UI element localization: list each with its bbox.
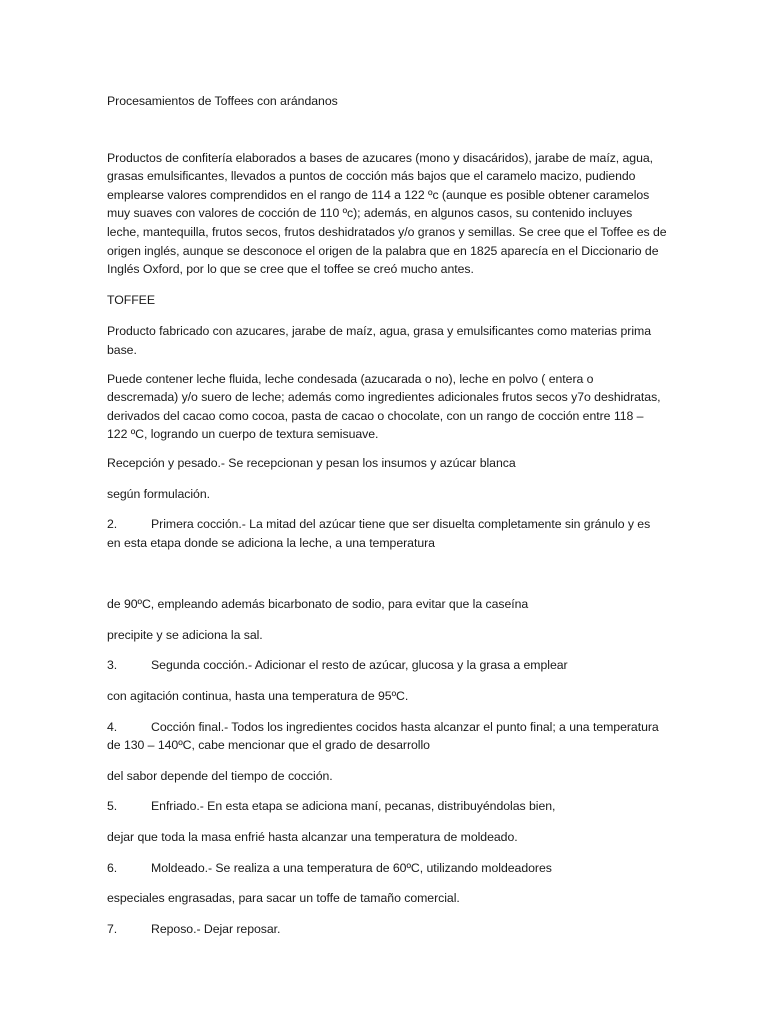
reception-line-2: según formulación. [107,486,210,501]
step-6-continued: especiales engrasadas, para sacar un toffe de tamaño comercial. [107,891,460,906]
step-text: Enfriado.- En esta etapa se adiciona maní, pecanas, distribuyéndolas bien, [151,799,556,814]
step-number: 3. [107,658,118,673]
step-2-continued-1: de 90ºC, empleando además bicarbonato de sodio, para evitar que la caseína [107,597,529,612]
step-text: Cocción final.- Todos los ingredientes cocidos hasta alcanzar el punto final; a una temperatura de 130 – 140ºC, cabe mencionar que el grado de desarrollo [107,719,659,753]
step-5 [107,797,667,816]
document-body [107,92,667,950]
step-4 [107,718,667,755]
step-number: 7. [107,921,118,936]
step-2-continued-2: precipite y se adiciona la sal. [107,627,263,642]
step-6 [107,859,667,878]
reception-line-1: Recepción y pesado.- Se recepcionan y pesan los insumos y azúcar blanca [107,455,516,470]
step-text: Moldeado.- Se realiza a una temperatura de 60ºC, utilizando moldeadores [151,860,552,875]
step-text: Segunda cocción.- Adicionar el resto de azúcar, glucosa y la grasa a emplear [151,658,568,673]
step-2 [107,515,667,552]
definition-paragraph: Producto fabricado con azucares, jarabe de maíz, agua, grasa y emulsificantes como materias prima base. [107,324,651,357]
may-contain-paragraph: Puede contener leche fluida, leche condesada (azucarada o no), leche en polvo ( entera o descremada) y/o suero de leche; además como ingredientes adicionales frutos secos y7o deshidratas, derivados del cacao como cocoa, pasta de cacao o chocolate, con un rango de cocción entre 118 – 122 ºC, logrando un cuerpo de textura semisuave. [107,371,661,442]
step-7 [107,920,667,939]
section-heading: TOFFEE [107,292,155,307]
step-3 [107,656,667,675]
intro-paragraph: Productos de confitería elaborados a bases de azucares (mono y disacáridos), jarabe de maíz, agua, grasas emulsificantes, llevados a puntos de cocción más bajos que el caramelo macizo, pudiendo emplearse valores comprendidos en el rango de 114 a 122 ºc (aunque es posible obtener caramelos muy suaves con valores de cocción de 110 ºc); además, en algunos casos, su contenido incluyes leche, mantequilla, frutos secos, frutos deshidratados y/o granos y semillas. Se cree que el Toffee es de origen inglés, aunque se desconoce el origen de la palabra que en 1825 aparecía en el Diccionario de Inglés Oxford, por lo que se cree que el toffee se creó mucho antes. [107,150,667,277]
step-number: 4. [107,719,118,734]
step-4-continued: del sabor depende del tiempo de cocción. [107,768,333,783]
step-number: 2. [107,517,118,532]
step-3-continued: con agitación continua, hasta una temperatura de 95ºC. [107,689,409,704]
document-title: Procesamientos de Toffees con arándanos [107,94,338,108]
step-text: Reposo.- Dejar reposar. [151,921,281,936]
step-5-continued: dejar que toda la masa enfrié hasta alcanzar una temperatura de moldeado. [107,830,518,845]
step-text: Primera cocción.- La mitad del azúcar tiene que ser disuelta completamente sin gránulo y es en esta etapa donde se adiciona la leche, a una temperatura [107,517,651,550]
step-number: 5. [107,799,118,814]
step-number: 6. [107,860,118,875]
